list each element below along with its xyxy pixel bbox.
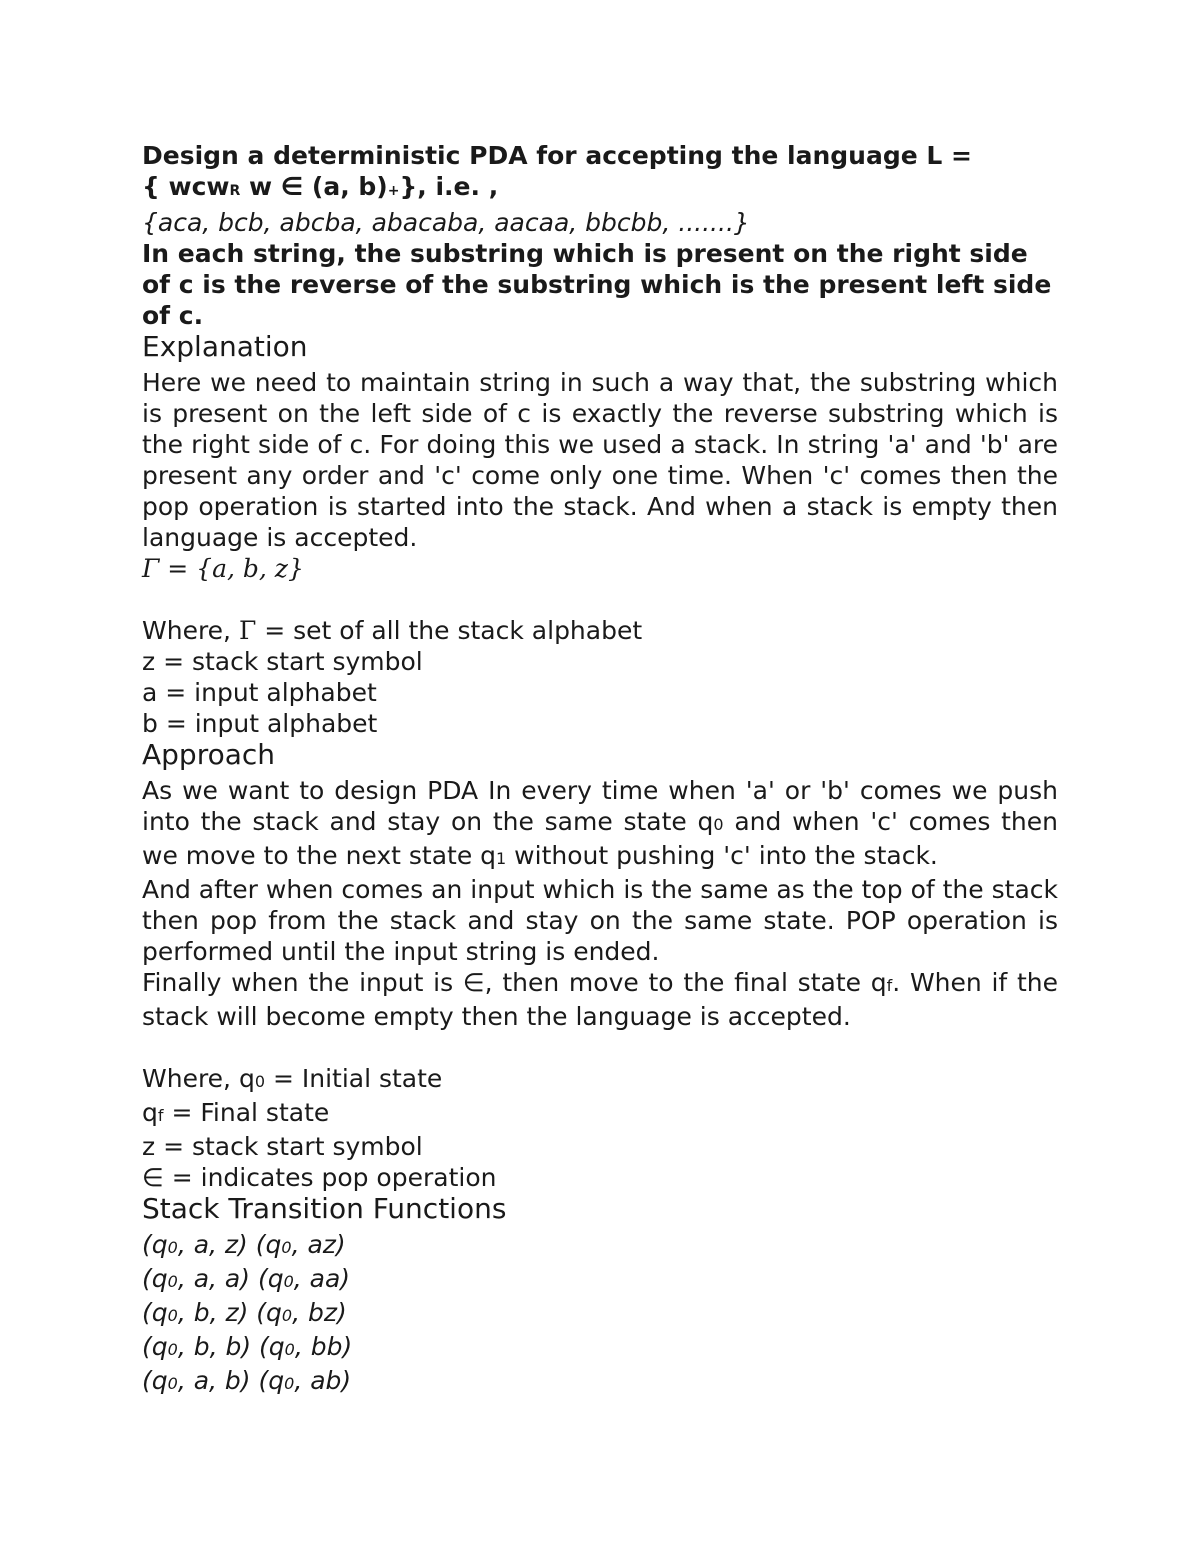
approach-paragraph-3: Finally when the input is ∈, then move to the final state qf. When if the stack will become empty then the language is accepted. [142, 968, 1058, 1031]
transition-row: (q0, b, z) (q0, bz) [142, 1298, 347, 1327]
spacer [142, 584, 1058, 615]
problem-description: In each string, the substring which is present on the right side of c is the reverse of the substring which is the present left side of c. [142, 239, 1052, 330]
explanation-body: Here we need to maintain string in such a way that, the substring which is present on the left side of c is exactly the reverse substring which is the right side of c. For doing this we used a stack. In string 'a' and 'b' are present any order and 'c' come only one time. When 'c' comes then the pop operation is started into the stack. And when a stack is empty then language is accepted. [142, 368, 1058, 552]
z-definition: z = stack start symbol [142, 647, 423, 676]
explanation-heading: Explanation [142, 330, 308, 363]
qf-definition: qf = Final state [142, 1098, 330, 1127]
transition-list [142, 1229, 1058, 1399]
approach-heading: Approach [142, 738, 276, 771]
spacer [142, 1032, 1058, 1063]
z-definition-2: z = stack start symbol [142, 1132, 423, 1161]
gamma-definition: Γ = {a, b, z} [142, 554, 304, 583]
transitions-heading: Stack Transition Functions [142, 1192, 507, 1225]
approach-paragraph-1: As we want to design PDA In every time when 'a' or 'b' comes we push into the stack and stay on the same state q0 and when 'c' comes then we move to the next state q1 without pushing 'c' into the stack. [142, 776, 1058, 870]
transition-row: (q0, a, a) (q0, aa) [142, 1264, 351, 1293]
example-strings: {aca, bcb, abcba, abacaba, aacaa, bbcbb, .......} [142, 208, 750, 237]
where-q0: Where, q0 = Initial state [142, 1064, 443, 1093]
a-definition: a = input alphabet [142, 678, 377, 707]
problem-title-line2: { wcwR w ∈ (a, b)+}, i.e. , [142, 172, 499, 201]
transition-row: (q0, a, z) (q0, az) [142, 1230, 346, 1259]
transition-row: (q0, b, b) (q0, bb) [142, 1332, 353, 1361]
problem-title-line1: Design a deterministic PDA for accepting the language L = [142, 141, 972, 170]
b-definition: b = input alphabet [142, 709, 378, 738]
where-gamma: Where, Γ = set of all the stack alphabet [142, 616, 643, 645]
epsilon-definition: ∈ = indicates pop operation [142, 1163, 497, 1192]
transition-row: (q0, a, b) (q0, ab) [142, 1366, 352, 1395]
approach-paragraph-2: And after when comes an input which is the same as the top of the stack then pop from the stack and stay on the same state. POP operation is performed until the input string is ended. [142, 875, 1058, 966]
document-page [142, 140, 1058, 1399]
